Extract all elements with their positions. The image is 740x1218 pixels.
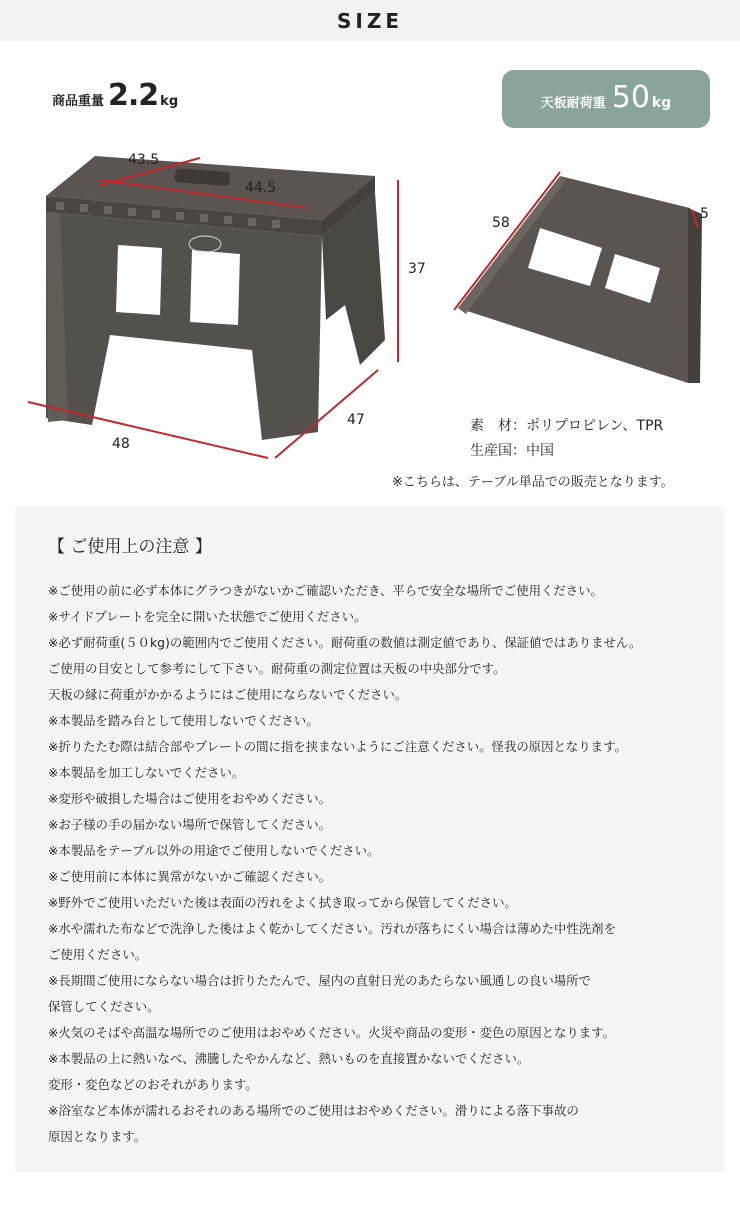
notice-list	[48, 578, 718, 1150]
notice-line: ※変形や破損した場合はご使用をおやめください。	[48, 791, 331, 806]
dim-top-depth: 43.5	[128, 152, 160, 168]
notice-line: ※本製品を踏み台として使用しないでください。	[48, 713, 319, 728]
notice-line: 天板の縁に荷重がかかるようにはご使用にならないでください。	[48, 687, 408, 702]
dim-depth: 47	[347, 412, 365, 428]
weight-value: 2.2	[108, 78, 159, 113]
dim-top-width: 44.5	[245, 180, 277, 196]
stool-folded-illustration	[440, 168, 740, 398]
notice-line: 原因となります。	[48, 1129, 147, 1144]
notice-line: ※本製品を加工しないでください。	[48, 765, 245, 780]
load-value: 50	[611, 80, 650, 115]
notice-line: ※サイドプレートを完全に開いた状態でご使用ください。	[48, 609, 367, 624]
notice-line: ※水や濡れた布などで洗浄した後はよく乾かしてください。汚れが落ちにくい場合は薄めた中性洗剤を	[48, 921, 616, 936]
notice-line: ※火気のそばや高温な場所でのご使用はおやめください。火災や商品の変形・変色の原因となります。	[48, 1025, 615, 1040]
stool-open-illustration	[0, 140, 440, 470]
dim-width: 48	[112, 436, 130, 452]
dim-folded-thickness: 5	[700, 206, 709, 222]
usage-notice-panel	[15, 506, 725, 1172]
weight-label: 商品重量	[52, 94, 105, 109]
notice-title: 【 ご使用上の注意 】	[48, 537, 212, 557]
notice-line: ※野外でご使用いただいた後は表面の汚れをよく拭き取ってから保管してください。	[48, 895, 517, 910]
notice-line: ※必ず耐荷重(５０kg)の範囲内でご使用ください。耐荷重の数値は測定値であり、保証値ではありません。	[48, 635, 642, 650]
size-header	[0, 0, 740, 41]
notice-line: 保管してください。	[48, 999, 160, 1014]
notice-line: ※ご使用前に本体に異常がないかご確認ください。	[48, 869, 331, 884]
notice-line: ※本製品をテーブル以外の用途でご使用しないでください。	[48, 843, 380, 858]
size-title: SIZE	[336, 8, 403, 33]
load-unit: kg	[651, 95, 672, 111]
weight-unit: kg	[160, 94, 179, 109]
notice-line: 変形・変色などのおそれがあります。	[48, 1077, 258, 1092]
notice-line: ※本製品の上に熱いなべ、沸騰したやかんなど、熱いものを直接置かないでください。	[48, 1051, 530, 1066]
product-weight	[52, 78, 178, 113]
spec-note: ※こちらは、テーブル単品での販売となります。	[392, 475, 674, 490]
dim-folded-length: 58	[492, 215, 510, 231]
notice-line: ※ご使用の前に必ず本体にグラつきがないかご確認いただき、平らで安全な場所でご使用ください。	[48, 583, 603, 598]
notice-line: ※お子様の手の届かない場所で保管してください。	[48, 817, 331, 832]
spec-origin: 生産国：中国	[470, 443, 554, 459]
spec-material: 素 材：ポリプロピレン、TPR	[470, 418, 664, 434]
notice-line: ※長期間ご使用にならない場合は折りたたんで、屋内の直射日光のあたらない風通しの良い場所で	[48, 973, 591, 988]
dim-height: 37	[408, 261, 426, 277]
notice-line: ご使用の目安として参考にして下さい。耐荷重の測定位置は天板の中央部分です。	[48, 661, 506, 676]
notice-line: ※折りたたむ際は結合部やプレートの間に指を挟まないようにご注意ください。怪我の原因となります。	[48, 739, 627, 754]
load-label: 天板耐荷重	[540, 96, 606, 111]
load-capacity-badge	[502, 70, 710, 128]
notice-line: ご使用ください。	[48, 947, 148, 962]
notice-line: ※浴室など本体が濡れるおそれのある場所でのご使用はおやめください。滑りによる落下事故の	[48, 1103, 579, 1118]
